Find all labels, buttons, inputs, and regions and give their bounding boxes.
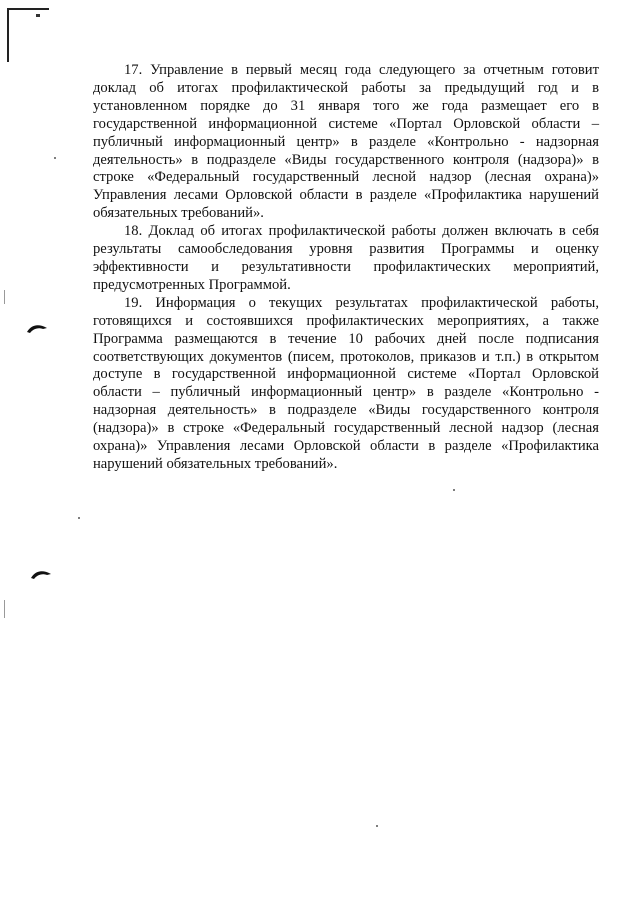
paragraph-19: 19. Информация о текущих результатах профилактической работы, готовящихся и состоявшихся профилактических мероприятиях, а также Программа размещаются в течение 10 рабочих дней после подписания соответствующих документов (писем, протоколов, приказов и т.п.) в открытом доступе в государственной информационной системе «Портал Орловской области – публичный информационный центр» в разделе «Контрольно - надзорная деятельность» в подразделе «Виды государственного контроля (надзора)» в строке «Федеральный государственный лесной надзор (лесная охрана)» Управления лесами Орловской области в разделе «Профилактика нарушений обязательных требований». <box>93 294 599 472</box>
document-body <box>93 62 599 474</box>
scan-speck <box>54 157 56 159</box>
scan-speck <box>36 14 40 17</box>
binder-hole-mark <box>26 322 48 334</box>
paragraph-17: 17. Управление в первый месяц года следующего за отчетным готовит доклад об итогах профилактической работы за предыдущий год и в установленном порядке до 31 января того же года размещает его в государственной информационной системе «Портал Орловской области – публичный информационный центр» в разделе «Контрольно - надзорная деятельность» в подразделе «Виды государственного контроля (надзора)» в строке «Федеральный государственный лесной надзор (лесная охрана)» Управления лесами Орловской области в разделе «Профилактика нарушений обязательных требований». <box>93 62 599 222</box>
scan-speck <box>453 489 455 491</box>
scan-speck <box>78 517 80 519</box>
scan-edge-mark <box>4 600 5 618</box>
scan-speck <box>376 825 378 827</box>
scan-edge-mark <box>4 290 5 304</box>
binder-hole-mark <box>30 568 52 580</box>
paragraph-18: 18. Доклад об итогах профилактической работы должен включать в себя результаты самообследования уровня развития Программы и оценку эффективности и результативности профилактических мероприятий, предусмотренных Программой. <box>93 223 599 293</box>
scan-corner-mark <box>7 8 49 62</box>
